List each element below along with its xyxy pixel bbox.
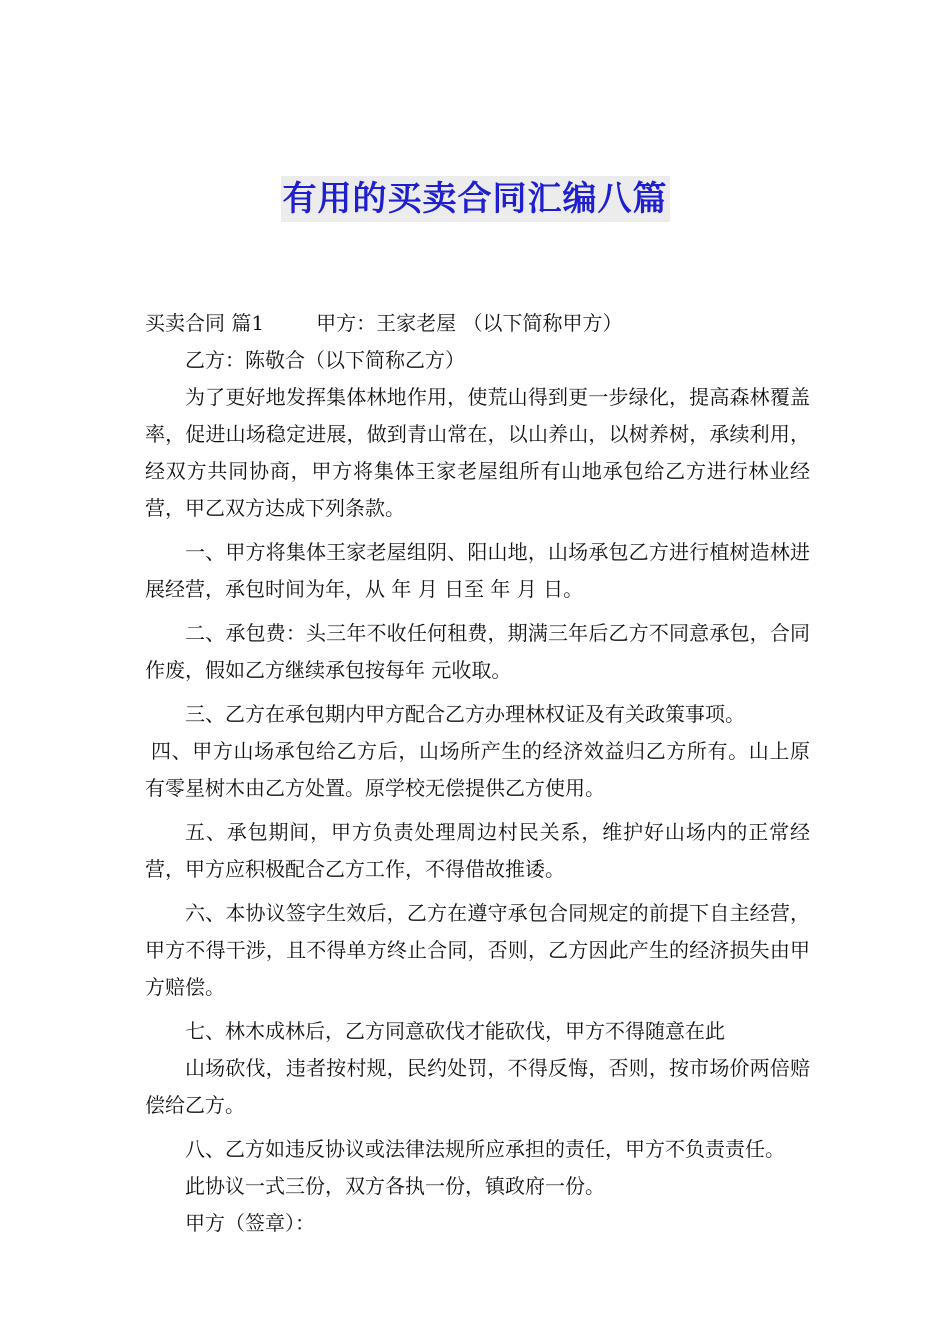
copies-note: 此协议一式三份，双方各执一份，镇政府一份。 bbox=[185, 1174, 605, 1198]
paragraph-purpose: 为了更好地发挥集体林地作用，使荒山得到更一步绿化，提高森林覆盖率，促进山场稳定进展，做到青山常在，以山养山，以树养树，承续利用，经双方共同协商，甲方将集体王家老屋组所有山地承包给乙方进行林业经营，甲乙双方达成下列条款。 bbox=[145, 385, 810, 520]
section-heading: 买卖合同 篇1 bbox=[145, 311, 265, 335]
clause-7-continued: 山场砍伐，违者按村规，民约处罚，不得反悔，否则，按市场价两倍赔偿给乙方。 bbox=[145, 1056, 810, 1117]
document-body bbox=[145, 305, 810, 1242]
party-a-signature: 甲方（签章）： bbox=[185, 1211, 315, 1235]
clause-2: 二、承包费：头三年不收任何租费，期满三年后乙方不同意承包，合同作废，假如乙方继续承包按每年 元收取。 bbox=[145, 621, 810, 682]
contract-heading-line bbox=[145, 305, 810, 342]
clause-1: 一、甲方将集体王家老屋组阴、阳山地，山场承包乙方进行植树造林进展经营，承包时间为年，从 年 月 日至 年 月 日。 bbox=[145, 540, 810, 601]
clause-7: 七、林木成林后，乙方同意砍伐才能砍伐，甲方不得随意在此 bbox=[185, 1019, 725, 1043]
party-b-intro: 乙方：陈敬合（以下简称乙方） bbox=[185, 348, 465, 372]
clause-4: 四、甲方山场承包给乙方后，山场所产生的经济效益归乙方所有。山上原有零星树木由乙方处置。原学校无偿提供乙方使用。 bbox=[145, 739, 810, 800]
party-a-intro: 甲方：王家老屋 （以下简称甲方） bbox=[316, 311, 623, 335]
document-title bbox=[0, 176, 950, 222]
clause-5: 五、承包期间，甲方负责处理周边村民关系，维护好山场内的正常经营，甲方应积极配合乙方工作，不得借故推诿。 bbox=[145, 820, 810, 881]
clause-8: 八、乙方如违反协议或法律法规所应承担的责任，甲方不负责责任。 bbox=[185, 1137, 785, 1161]
clause-6: 六、本协议签字生效后，乙方在遵守承包合同规定的前提下自主经营，甲方不得干涉，且不得单方终止合同，否则，乙方因此产生的经济损失由甲方赔偿。 bbox=[145, 901, 810, 999]
clause-3: 三、乙方在承包期内甲方配合乙方办理林权证及有关政策事项。 bbox=[185, 702, 745, 726]
document-title-text: 有用的买卖合同汇编八篇 bbox=[281, 176, 670, 222]
